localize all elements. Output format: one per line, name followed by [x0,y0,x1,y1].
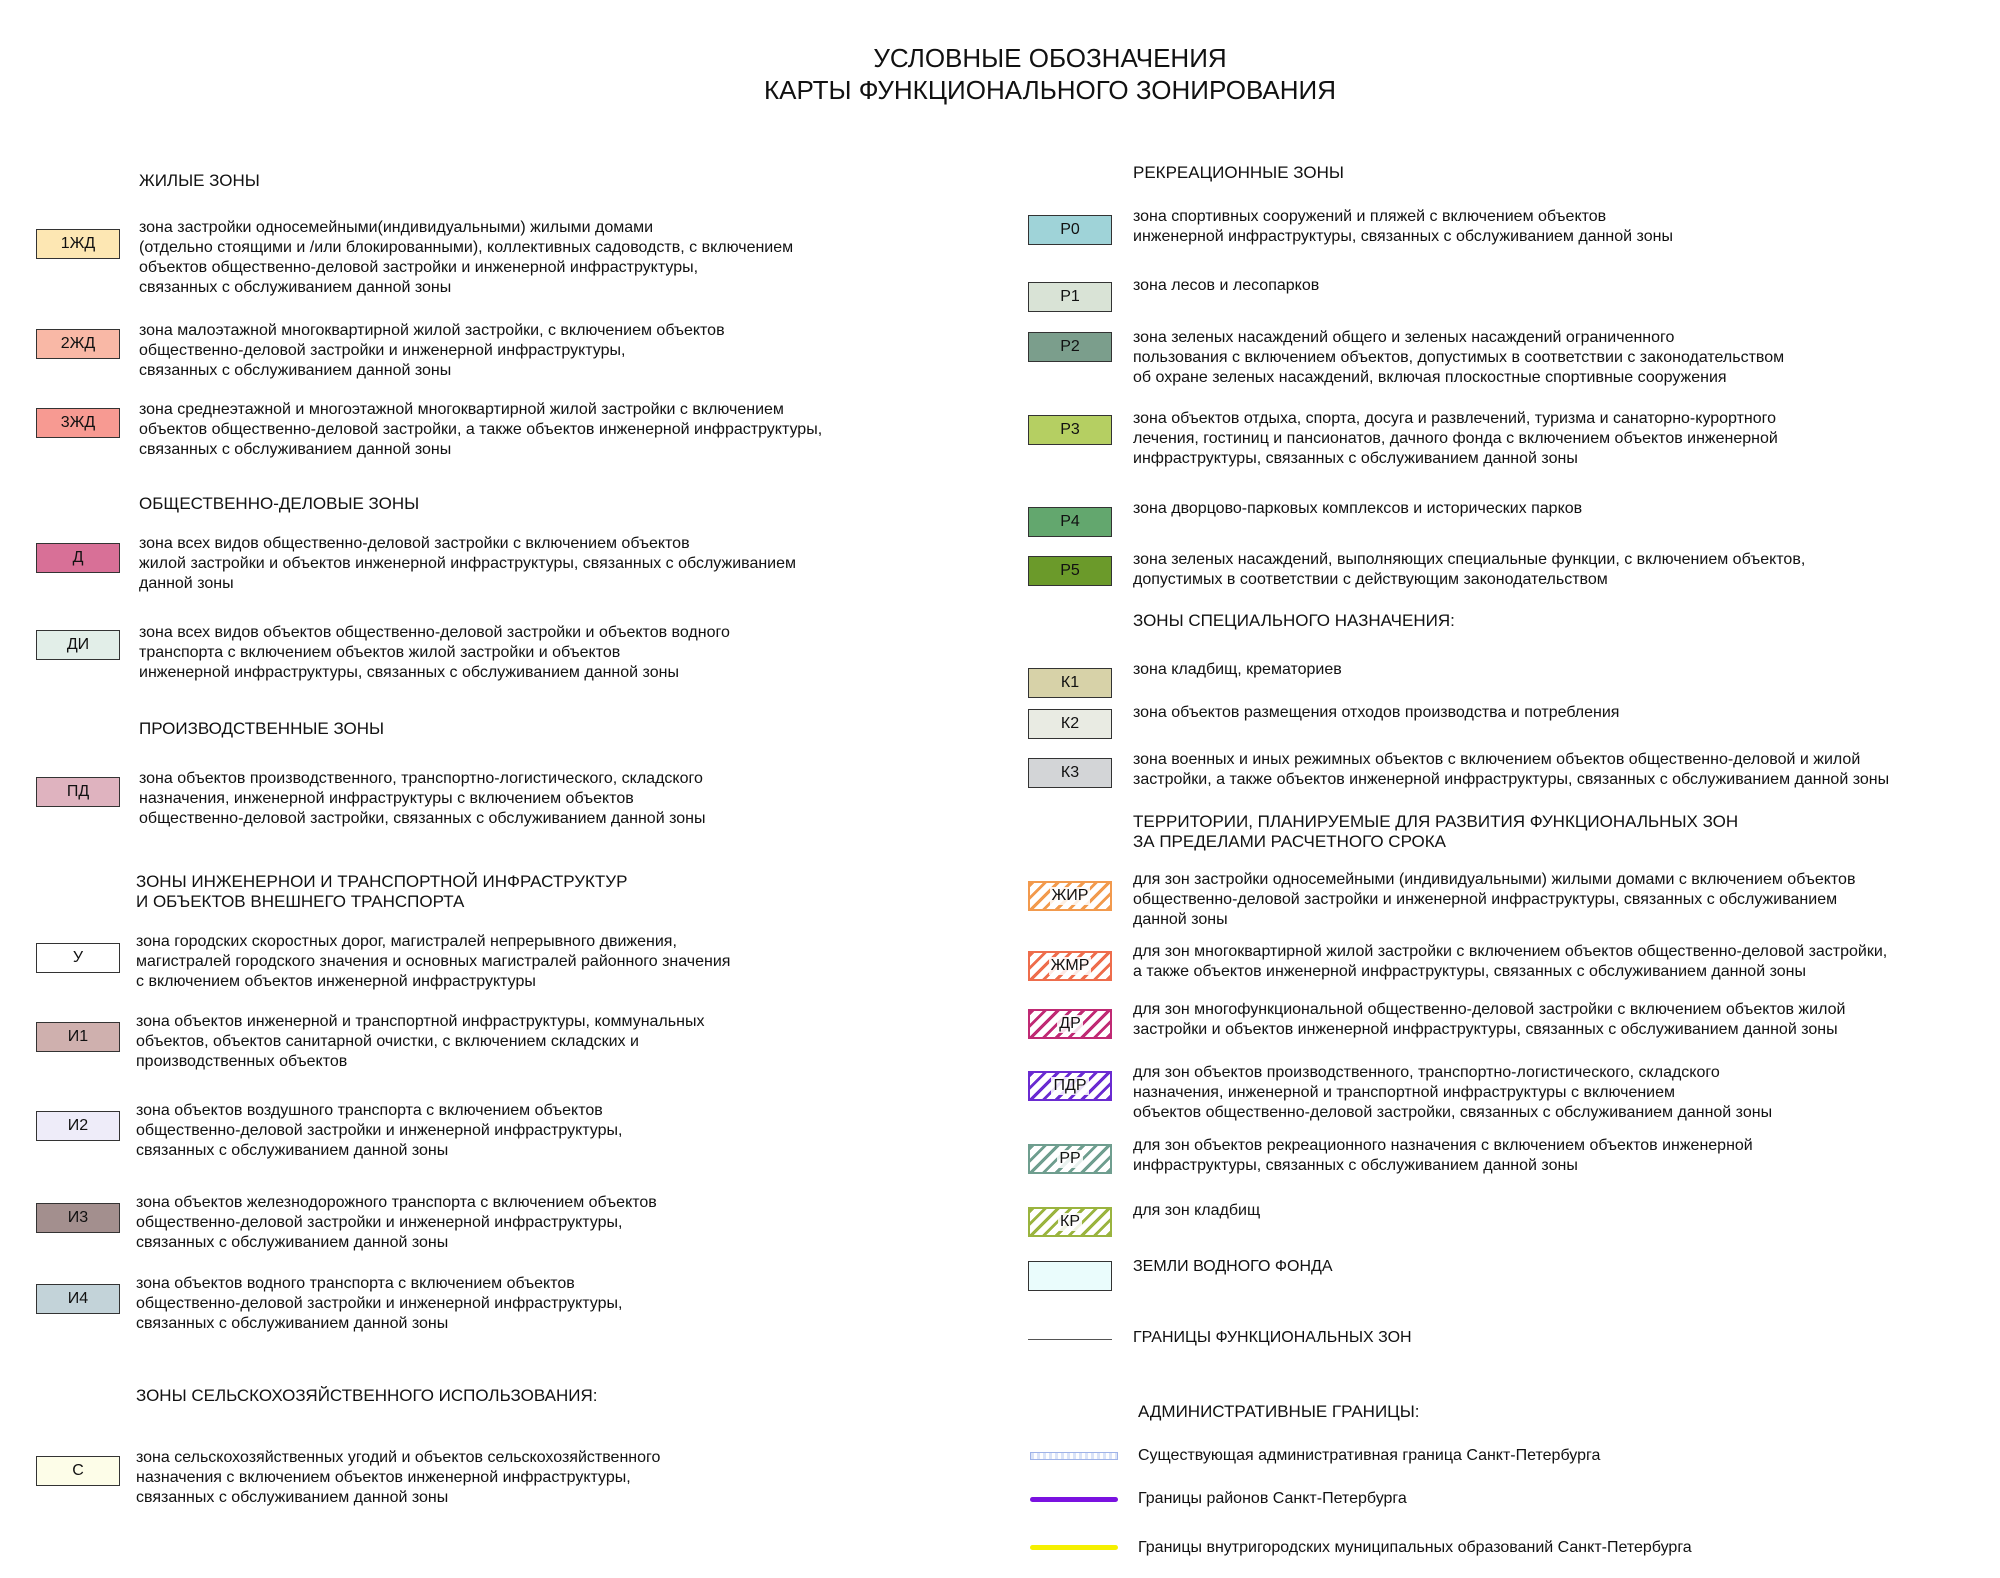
legend-description-line: об охране зеленых насаждений, включая плоскостные спортивные сооружения [1133,369,1727,386]
legend-swatch-code: Р0 [1060,221,1080,238]
legend-description-line: зона зеленых насаждений общего и зеленых насаждений ограниченного [1133,329,1675,346]
legend-swatch-Р3 [1028,415,1112,445]
legend-swatch-К1 [1028,668,1112,698]
legend-description-line: зона всех видов общественно-деловой застройки с включением объектов [139,535,690,552]
legend-swatch-ПДР [1028,1071,1112,1101]
section-heading-residential [139,171,260,191]
legend-description-line: объектов, объектов санитарной очистки, с включением складских и [136,1033,639,1050]
legend-description-Р2 [1133,328,1784,388]
legend-swatch-code: И3 [67,1209,89,1226]
legend-description-ЖИР [1133,870,1855,930]
legend-swatch-code: И1 [67,1028,89,1045]
legend-description-line: инженерной инфраструктуры, связанных с обслуживанием данной зоны [139,664,679,681]
legend-description-И3 [136,1193,657,1253]
legend-description-line: лечения, гостиниц и пансионатов, дачного фонда с включением объектов инженерной [1133,430,1778,447]
legend-description-line: зона объектов воздушного транспорта с включением объектов [136,1102,603,1119]
legend-description-ПДР [1133,1063,1772,1123]
legend-swatch-code: К3 [1060,764,1080,781]
legend-description-line: связанных с обслуживанием данной зоны [136,1142,449,1159]
legend-description-КР [1133,1201,1260,1221]
section-heading-infrastructure-line: ЗОНЫ ИНЖЕНЕРНОИ И ТРАНСПОРТНОЙ ИНФРАСТРУКТУР [136,872,628,891]
legend-swatch-Р5 [1028,556,1112,586]
legend-description-К1 [1133,660,1342,680]
legend-line-admin-2 [1030,1545,1118,1550]
legend-description-line: связанных с обслуживанием данной зоны [136,1489,449,1506]
legend-line-admin-0 [1030,1452,1118,1460]
legend-description-ДИ [139,623,730,683]
legend-swatch-code: ЖМР [1050,957,1090,974]
legend-swatch-code: И2 [67,1117,89,1134]
legend-swatch-К3 [1028,758,1112,788]
legend-description-Р4 [1133,499,1582,519]
legend-description-Р0 [1133,207,1673,247]
legend-description-2ЖД [139,321,725,381]
legend-swatch-code: 3ЖД [60,414,96,431]
legend-swatch-РР [1028,1144,1112,1174]
legend-description-line: зона среднеэтажной и многоэтажной многоквартирной жилой застройки с включением [139,401,784,418]
legend-description-И1 [136,1012,704,1072]
legend-description-line: застройки и объектов инженерной инфраструктуры, связанных с обслуживанием данной зоны [1133,1021,1838,1038]
section-heading-infrastructure-line: И ОБЪЕКТОВ ВНЕШНЕГО ТРАНСПОРТА [136,892,465,911]
legend-description-line: назначения, инженерной и транспортной инфраструктуры с включением [1133,1084,1676,1101]
legend-description-line: данной зоны [1133,911,1228,928]
section-heading-recreation [1133,163,1344,183]
legend-description-line: объектов общественно-деловой застройки, а также объектов инженерной инфраструктуры, [139,421,823,438]
legend-swatch-code: ПДР [1053,1077,1087,1094]
legend-swatch-Р2 [1028,332,1112,362]
legend-swatch-code: С [72,1462,84,1479]
legend-description-line: зона зеленых насаждений, выполняющих специальные функции, с включением объектов, [1133,551,1806,568]
legend-swatch-code: ДР [1059,1015,1081,1032]
legend-description-line: назначения с включением объектов инженерной инфраструктуры, [136,1469,631,1486]
legend-description-ЖМР [1133,942,1887,982]
legend-swatch-code: Р2 [1060,338,1080,355]
legend-label-water-fund: ЗЕМЛИ ВОДНОГО ФОНДА [1133,1258,1333,1275]
section-heading-recreation-line: РЕКРЕАЦИОННЫЕ ЗОНЫ [1133,163,1344,182]
legend-swatch-code: К1 [1060,674,1080,691]
legend-title-line-2: КАРТЫ ФУНКЦИОНАЛЬНОГО ЗОНИРОВАНИЯ [764,75,1336,105]
section-heading-business-line: ОБЩЕСТВЕННО-ДЕЛОВЫЕ ЗОНЫ [139,494,420,513]
legend-description-line: зона малоэтажной многоквартирной жилой застройки, с включением объектов [139,322,725,339]
legend-description-line: для зон кладбищ [1133,1202,1261,1219]
legend-description-line: зона застройки односемейными(индивидуальными) жилыми домами [139,219,654,236]
legend-title [0,42,2000,106]
legend-description-line: объектов общественно-деловой застройки, связанных с обслуживанием данной зоны [1133,1104,1773,1121]
legend-swatch-КР [1028,1207,1112,1237]
legend-swatch-code: У [72,949,84,966]
legend-description-line: общественно-деловой застройки и инженерной инфраструктуры, [136,1295,623,1312]
legend-description-Р1 [1133,276,1319,296]
section-heading-planned [1133,812,1738,852]
legend-label-zone-borders: ГРАНИЦЫ ФУНКЦИОНАЛЬНЫХ ЗОН [1133,1329,1412,1346]
legend-description-3ЖД [139,400,822,460]
legend-label-admin-2: Границы внутригородских муниципальных образований Санкт-Петербурга [1138,1539,1692,1556]
legend-swatch-water-fund [1028,1261,1112,1291]
legend-description-Д [139,534,796,594]
section-heading-planned-line: ЗА ПРЕДЕЛАМИ РАСЧЕТНОГО СРОКА [1133,832,1447,851]
legend-description-line: зона объектов железнодорожного транспорта с включением объектов [136,1194,657,1211]
legend-description-line: зона объектов инженерной и транспортной инфраструктуры, коммунальных [136,1013,705,1030]
legend-description-line: для зон многоквартирной жилой застройки с включением объектов общественно-деловой застройки, [1133,943,1888,960]
legend-swatch-И4 [36,1284,120,1314]
legend-description-line: зона кладбищ, крематориев [1133,661,1342,678]
legend-swatch-С [36,1456,120,1486]
legend-label-admin-0: Существующая административная граница Санкт-Петербурга [1138,1447,1601,1464]
section-heading-residential-line: ЖИЛЫЕ ЗОНЫ [139,171,260,190]
legend-swatch-ПД [36,777,120,807]
legend-swatch-code: К2 [1060,715,1080,732]
legend-description-line: с включением объектов инженерной инфраструктуры [136,973,536,990]
legend-swatch-3ЖД [36,408,120,438]
legend-description-К2 [1133,703,1619,723]
legend-description-line: инфраструктуры, связанных с обслуживанием данной зоны [1133,450,1578,467]
legend-swatch-ЖМР [1028,951,1112,981]
legend-description-line: общественно-деловой застройки и инженерной инфраструктуры, связанных с обслуживанием [1133,891,1838,908]
legend-description-Р5 [1133,550,1805,590]
legend-description-line: инженерной инфраструктуры, связанных с обслуживанием данной зоны [1133,228,1673,245]
legend-description-line: объектов общественно-деловой застройки и инженерной инфраструктуры, [139,259,699,276]
legend-label-admin-1: Границы районов Санкт-Петербурга [1138,1490,1407,1507]
legend-swatch-И1 [36,1022,120,1052]
legend-swatch-code: И4 [67,1290,89,1307]
legend-swatch-1ЖД [36,229,120,259]
legend-description-line: застройки, а также объектов инженерной инфраструктуры, связанных с обслуживанием данной зоны [1133,771,1890,788]
legend-line-admin-1 [1030,1497,1118,1502]
legend-description-line: общественно-деловой застройки и инженерной инфраструктуры, [139,342,626,359]
legend-description-line: зона всех видов объектов общественно-деловой застройки и объектов водного [139,624,730,641]
legend-swatch-ДИ [36,630,120,660]
section-heading-industrial-line: ПРОИЗВОДСТВЕННЫЕ ЗОНЫ [139,719,385,738]
legend-description-line: производственных объектов [136,1053,348,1070]
legend-description-line: для зон объектов рекреационного назначения с включением объектов инженерной [1133,1137,1753,1154]
legend-swatch-code: Р4 [1060,513,1080,530]
section-heading-planned-line: ТЕРРИТОРИИ, ПЛАНИРУЕМЫЕ ДЛЯ РАЗВИТИЯ ФУНКЦИОНАЛЬНЫХ ЗОН [1133,812,1739,831]
section-heading-industrial [139,719,384,739]
section-heading-business [139,494,419,514]
legend-swatch-К2 [1028,709,1112,739]
legend-swatch-code: Р5 [1060,562,1080,579]
legend-description-line: инфраструктуры, связанных с обслуживанием данной зоны [1133,1157,1578,1174]
legend-description-line: транспорта с включением объектов жилой застройки и объектов [139,644,621,661]
legend-description-У [136,932,730,992]
section-heading-admin-boundaries: АДМИНИСТРАТИВНЫЕ ГРАНИЦЫ: [1138,1402,1420,1421]
legend-swatch-Р1 [1028,282,1112,312]
legend-description-line: жилой застройки и объектов инженерной инфраструктуры, связанных с обслуживанием [139,555,797,572]
legend-swatch-code: Р1 [1060,288,1080,305]
legend-description-line: данной зоны [139,575,234,592]
legend-description-line: связанных с обслуживанием данной зоны [139,362,452,379]
legend-description-line: (отдельно стоящими и /или блокированными), коллективных садоводств, с включением [139,239,794,256]
legend-description-line: зона объектов производственного, транспортно-логистического, складского [139,770,703,787]
legend-description-К3 [1133,750,1889,790]
legend-swatch-И3 [36,1203,120,1233]
legend-description-line: пользования с включением объектов, допустимых в соответствии с законодательством [1133,349,1785,366]
legend-description-С [136,1448,660,1508]
legend-description-line: зона дворцово-парковых комплексов и исторических парков [1133,500,1583,517]
legend-description-line: связанных с обслуживанием данной зоны [139,441,452,458]
legend-description-line: связанных с обслуживанием данной зоны [136,1315,449,1332]
legend-description-line: зона объектов размещения отходов производства и потребления [1133,704,1620,721]
legend-swatch-code: 1ЖД [60,235,96,252]
legend-swatch-У [36,943,120,973]
legend-description-line: назначения, инженерной инфраструктуры с включением объектов [139,790,634,807]
legend-swatch-code: Р3 [1060,421,1080,438]
legend-line-zone-borders [1028,1339,1112,1340]
legend-swatch-code: КР [1060,1213,1080,1230]
legend-description-line: для зон многофункциональной общественно-деловой застройки с включением объектов жилой [1133,1001,1846,1018]
legend-swatch-code: Д [72,549,84,566]
legend-swatch-code: ПД [66,783,90,800]
legend-description-line: зона объектов отдыха, спорта, досуга и развлечений, туризма и санаторно-курортного [1133,410,1777,427]
legend-description-ПД [139,769,705,829]
legend-description-line: зона лесов и лесопарков [1133,277,1320,294]
legend-description-line: зона спортивных сооружений и пляжей с включением объектов [1133,208,1607,225]
legend-swatch-Д [36,543,120,573]
legend-description-line: а также объектов инженерной инфраструктуры, связанных с обслуживанием данной зоны [1133,963,1806,980]
legend-title-line-1: УСЛОВНЫЕ ОБОЗНАЧЕНИЯ [873,43,1227,73]
section-heading-agricultural-line: ЗОНЫ СЕЛЬСКОХОЗЯЙСТВЕННОГО ИСПОЛЬЗОВАНИЯ: [136,1386,598,1405]
legend-swatch-ДР [1028,1009,1112,1039]
legend-description-1ЖД [139,218,793,298]
legend-swatch-2ЖД [36,329,120,359]
legend-swatch-code: 2ЖД [60,335,96,352]
legend-swatch-Р0 [1028,215,1112,245]
section-heading-special-line: ЗОНЫ СПЕЦИАЛЬНОГО НАЗНАЧЕНИЯ: [1133,611,1455,630]
legend-description-line: для зон застройки односемейными (индивидуальными) жилыми домами с включением объектов [1133,871,1856,888]
legend-swatch-code: ЖИР [1051,887,1089,904]
legend-description-line: для зон объектов производственного, транспортно-логистического, складского [1133,1064,1720,1081]
legend-swatch-И2 [36,1111,120,1141]
legend-description-line: общественно-деловой застройки, связанных с обслуживанием данной зоны [139,810,706,827]
section-heading-infrastructure [136,872,627,912]
legend-swatch-code: ДИ [66,636,90,653]
legend-description-line: связанных с обслуживанием данной зоны [136,1234,449,1251]
legend-description-line: общественно-деловой застройки и инженерной инфраструктуры, [136,1214,623,1231]
legend-swatch-Р4 [1028,507,1112,537]
legend-description-line: допустимых в соответствии с действующим законодательством [1133,571,1608,588]
legend-description-line: магистралей городского значения и основных магистралей районного значения [136,953,731,970]
legend-description-line: зона сельскохозяйственных угодий и объектов сельскохозяйственного [136,1449,661,1466]
legend-description-ДР [1133,1000,1845,1040]
legend-description-И2 [136,1101,622,1161]
legend-description-line: зона военных и иных режимных объектов с включением объектов общественно-деловой и жилой [1133,751,1861,768]
legend-description-РР [1133,1136,1753,1176]
legend-description-line: зона объектов водного транспорта с включением объектов [136,1275,575,1292]
section-heading-special [1133,611,1455,631]
section-heading-agricultural [136,1386,597,1406]
legend-description-line: зона городских скоростных дорог, магистралей непрерывного движения, [136,933,677,950]
legend-swatch-code: РР [1059,1150,1081,1167]
legend-swatch-ЖИР [1028,881,1112,911]
legend-description-Р3 [1133,409,1778,469]
legend-description-line: общественно-деловой застройки и инженерной инфраструктуры, [136,1122,623,1139]
legend-description-И4 [136,1274,622,1334]
legend-description-line: связанных с обслуживанием данной зоны [139,279,452,296]
